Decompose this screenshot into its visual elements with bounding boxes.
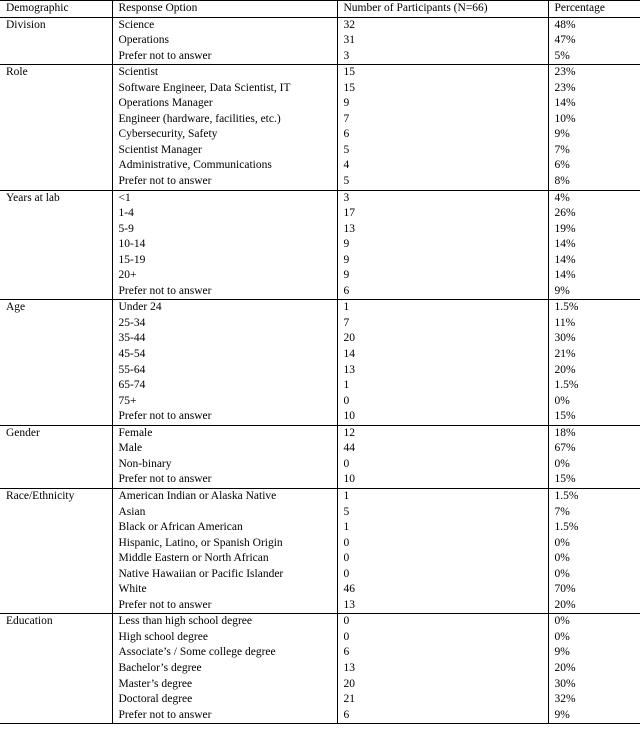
participant-count-cell: 6 (337, 708, 548, 724)
demographic-category-spacer (0, 677, 112, 693)
percentage-cell: 7% (548, 143, 640, 159)
percentage-cell: 20% (548, 363, 640, 379)
table-header (0, 1, 640, 18)
table-row (0, 614, 640, 630)
demographic-category-label: Gender (0, 425, 112, 441)
participant-count-cell: 1 (337, 378, 548, 394)
participant-count-cell: 7 (337, 316, 548, 332)
table-row (0, 457, 640, 473)
demographic-category-label: Division (0, 17, 112, 33)
demographic-category-spacer (0, 363, 112, 379)
participant-count-cell: 44 (337, 441, 548, 457)
percentage-cell: 15% (548, 472, 640, 488)
demographic-category-spacer (0, 598, 112, 614)
table-row (0, 441, 640, 457)
percentage-cell: 20% (548, 598, 640, 614)
response-option-cell: Black or African American (112, 520, 337, 536)
participant-count-cell: 9 (337, 253, 548, 269)
participant-count-cell: 13 (337, 598, 548, 614)
demographic-category-spacer (0, 49, 112, 65)
percentage-cell: 70% (548, 582, 640, 598)
table-row (0, 708, 640, 724)
response-option-cell: Prefer not to answer (112, 284, 337, 300)
participant-count-cell: 5 (337, 174, 548, 190)
participant-count-cell: 1 (337, 520, 548, 536)
table-row (0, 677, 640, 693)
percentage-cell: 48% (548, 17, 640, 33)
response-option-cell: Science (112, 17, 337, 33)
response-option-cell: 65-74 (112, 378, 337, 394)
demographic-category-spacer (0, 692, 112, 708)
demographic-category-spacer (0, 112, 112, 128)
demographic-category-spacer (0, 316, 112, 332)
response-option-cell: 75+ (112, 394, 337, 410)
response-option-cell: Prefer not to answer (112, 472, 337, 488)
response-option-cell: High school degree (112, 630, 337, 646)
response-option-cell: Operations (112, 33, 337, 49)
response-option-cell: Prefer not to answer (112, 49, 337, 65)
table-row (0, 347, 640, 363)
percentage-cell: 14% (548, 268, 640, 284)
percentage-cell: 21% (548, 347, 640, 363)
participant-count-cell: 3 (337, 49, 548, 65)
demographic-category-spacer (0, 394, 112, 410)
table-row (0, 65, 640, 81)
table-row (0, 520, 640, 536)
response-option-cell: Administrative, Communications (112, 158, 337, 174)
response-option-cell: 10-14 (112, 237, 337, 253)
participant-count-cell: 20 (337, 331, 548, 347)
demographic-category-spacer (0, 582, 112, 598)
response-option-cell: Master’s degree (112, 677, 337, 693)
percentage-cell: 14% (548, 96, 640, 112)
demographic-category-spacer (0, 708, 112, 724)
table-row (0, 253, 640, 269)
table-row (0, 300, 640, 316)
table-row (0, 661, 640, 677)
table-row (0, 268, 640, 284)
response-option-cell: Female (112, 425, 337, 441)
participant-count-cell: 0 (337, 630, 548, 646)
response-option-cell: White (112, 582, 337, 598)
percentage-cell: 20% (548, 661, 640, 677)
participant-count-cell: 10 (337, 409, 548, 425)
participant-count-cell: 9 (337, 268, 548, 284)
response-option-cell: Associate’s / Some college degree (112, 645, 337, 661)
demographic-category-spacer (0, 253, 112, 269)
participant-count-cell: 14 (337, 347, 548, 363)
table-row (0, 505, 640, 521)
participant-count-cell: 46 (337, 582, 548, 598)
table-row (0, 17, 640, 33)
response-option-cell: American Indian or Alaska Native (112, 488, 337, 504)
participant-count-cell: 0 (337, 457, 548, 473)
response-option-cell: Less than high school degree (112, 614, 337, 630)
percentage-cell: 9% (548, 127, 640, 143)
table-row (0, 96, 640, 112)
column-header-percentage: Percentage (548, 1, 640, 18)
demographic-category-spacer (0, 645, 112, 661)
response-option-cell: 45-54 (112, 347, 337, 363)
participant-count-cell: 0 (337, 394, 548, 410)
percentage-cell: 0% (548, 536, 640, 552)
demographic-category-spacer (0, 143, 112, 159)
percentage-cell: 30% (548, 331, 640, 347)
demographic-category-spacer (0, 409, 112, 425)
demographic-category-label: Years at lab (0, 190, 112, 206)
response-option-cell: Native Hawaiian or Pacific Islander (112, 567, 337, 583)
percentage-cell: 9% (548, 708, 640, 724)
participant-count-cell: 1 (337, 488, 548, 504)
table-row (0, 331, 640, 347)
table-row (0, 49, 640, 65)
table-row (0, 206, 640, 222)
column-header-response-option: Response Option (112, 1, 337, 18)
response-option-cell: Prefer not to answer (112, 708, 337, 724)
demographic-category-spacer (0, 222, 112, 238)
participant-count-cell: 13 (337, 661, 548, 677)
response-option-cell: <1 (112, 190, 337, 206)
percentage-cell: 19% (548, 222, 640, 238)
percentage-cell: 1.5% (548, 378, 640, 394)
demographic-category-label: Role (0, 65, 112, 81)
participant-count-cell: 4 (337, 158, 548, 174)
response-option-cell: 15-19 (112, 253, 337, 269)
percentage-cell: 1.5% (548, 488, 640, 504)
percentage-cell: 0% (548, 394, 640, 410)
demographic-category-spacer (0, 237, 112, 253)
demographic-category-spacer (0, 158, 112, 174)
table-row (0, 630, 640, 646)
table-row (0, 394, 640, 410)
demographic-category-label: Age (0, 300, 112, 316)
table-row (0, 409, 640, 425)
table-row (0, 33, 640, 49)
participant-count-cell: 10 (337, 472, 548, 488)
participant-count-cell: 0 (337, 567, 548, 583)
percentage-cell: 26% (548, 206, 640, 222)
participant-count-cell: 0 (337, 536, 548, 552)
response-option-cell: Male (112, 441, 337, 457)
demographic-category-spacer (0, 284, 112, 300)
table-row (0, 551, 640, 567)
demographic-category-spacer (0, 96, 112, 112)
demographic-category-spacer (0, 378, 112, 394)
percentage-cell: 8% (548, 174, 640, 190)
percentage-cell: 47% (548, 33, 640, 49)
response-option-cell: Cybersecurity, Safety (112, 127, 337, 143)
percentage-cell: 1.5% (548, 520, 640, 536)
participant-count-cell: 6 (337, 284, 548, 300)
response-option-cell: Operations Manager (112, 96, 337, 112)
participant-count-cell: 5 (337, 505, 548, 521)
participant-count-cell: 0 (337, 551, 548, 567)
percentage-cell: 32% (548, 692, 640, 708)
participant-count-cell: 32 (337, 17, 548, 33)
percentage-cell: 14% (548, 237, 640, 253)
percentage-cell: 7% (548, 505, 640, 521)
table-header-row (0, 1, 640, 18)
percentage-cell: 0% (548, 614, 640, 630)
percentage-cell: 0% (548, 551, 640, 567)
demographic-category-spacer (0, 441, 112, 457)
table-row (0, 127, 640, 143)
percentage-cell: 0% (548, 567, 640, 583)
demographic-category-spacer (0, 174, 112, 190)
table-row (0, 112, 640, 128)
response-option-cell: Prefer not to answer (112, 174, 337, 190)
percentage-cell: 10% (548, 112, 640, 128)
participant-count-cell: 13 (337, 222, 548, 238)
participant-count-cell: 31 (337, 33, 548, 49)
participant-count-cell: 0 (337, 614, 548, 630)
table-row (0, 81, 640, 97)
response-option-cell: 1-4 (112, 206, 337, 222)
response-option-cell: Scientist (112, 65, 337, 81)
percentage-cell: 67% (548, 441, 640, 457)
percentage-cell: 14% (548, 253, 640, 269)
response-option-cell: Scientist Manager (112, 143, 337, 159)
participant-count-cell: 21 (337, 692, 548, 708)
percentage-cell: 11% (548, 316, 640, 332)
response-option-cell: Doctoral degree (112, 692, 337, 708)
table-row (0, 222, 640, 238)
demographic-category-label: Education (0, 614, 112, 630)
demographic-category-spacer (0, 567, 112, 583)
participant-count-cell: 9 (337, 96, 548, 112)
participant-count-cell: 13 (337, 363, 548, 379)
percentage-cell: 0% (548, 630, 640, 646)
participant-count-cell: 15 (337, 65, 548, 81)
demographic-category-spacer (0, 331, 112, 347)
table-row (0, 425, 640, 441)
percentage-cell: 23% (548, 81, 640, 97)
table-row (0, 645, 640, 661)
percentage-cell: 23% (548, 65, 640, 81)
participant-count-cell: 20 (337, 677, 548, 693)
response-option-cell: Hispanic, Latino, or Spanish Origin (112, 536, 337, 552)
response-option-cell: Software Engineer, Data Scientist, IT (112, 81, 337, 97)
demographic-category-spacer (0, 127, 112, 143)
column-header-demographic: Demographic (0, 1, 112, 18)
table-row (0, 488, 640, 504)
percentage-cell: 1.5% (548, 300, 640, 316)
participant-count-cell: 17 (337, 206, 548, 222)
table-row (0, 472, 640, 488)
table-row (0, 237, 640, 253)
demographic-category-spacer (0, 81, 112, 97)
table-row (0, 567, 640, 583)
response-option-cell: 55-64 (112, 363, 337, 379)
table-row (0, 284, 640, 300)
demographic-category-spacer (0, 347, 112, 363)
table-row (0, 692, 640, 708)
table-row (0, 143, 640, 159)
response-option-cell: Middle Eastern or North African (112, 551, 337, 567)
percentage-cell: 5% (548, 49, 640, 65)
response-option-cell: Non-binary (112, 457, 337, 473)
percentage-cell: 6% (548, 158, 640, 174)
demographic-category-spacer (0, 33, 112, 49)
response-option-cell: Prefer not to answer (112, 598, 337, 614)
column-header-number-of-participants: Number of Participants (N=66) (337, 1, 548, 18)
percentage-cell: 30% (548, 677, 640, 693)
response-option-cell: 35-44 (112, 331, 337, 347)
participant-count-cell: 6 (337, 645, 548, 661)
demographic-category-spacer (0, 472, 112, 488)
demographic-category-spacer (0, 520, 112, 536)
table-row (0, 363, 640, 379)
demographic-category-spacer (0, 536, 112, 552)
response-option-cell: Prefer not to answer (112, 409, 337, 425)
percentage-cell: 4% (548, 190, 640, 206)
table-body (0, 17, 640, 724)
percentage-cell: 15% (548, 409, 640, 425)
participant-count-cell: 15 (337, 81, 548, 97)
table-row (0, 190, 640, 206)
table-row (0, 598, 640, 614)
demographic-category-spacer (0, 457, 112, 473)
participant-count-cell: 5 (337, 143, 548, 159)
response-option-cell: Under 24 (112, 300, 337, 316)
response-option-cell: 25-34 (112, 316, 337, 332)
participant-count-cell: 12 (337, 425, 548, 441)
percentage-cell: 9% (548, 284, 640, 300)
participant-count-cell: 3 (337, 190, 548, 206)
table-row (0, 174, 640, 190)
demographic-category-spacer (0, 630, 112, 646)
response-option-cell: 20+ (112, 268, 337, 284)
table-row (0, 536, 640, 552)
demographic-category-spacer (0, 268, 112, 284)
response-option-cell: Bachelor’s degree (112, 661, 337, 677)
response-option-cell: 5-9 (112, 222, 337, 238)
table-row (0, 582, 640, 598)
table-row (0, 158, 640, 174)
demographic-category-spacer (0, 505, 112, 521)
response-option-cell: Engineer (hardware, facilities, etc.) (112, 112, 337, 128)
participant-count-cell: 9 (337, 237, 548, 253)
participant-count-cell: 7 (337, 112, 548, 128)
demographic-category-spacer (0, 551, 112, 567)
demographic-category-label: Race/Ethnicity (0, 488, 112, 504)
demographic-category-spacer (0, 661, 112, 677)
percentage-cell: 18% (548, 425, 640, 441)
participant-count-cell: 1 (337, 300, 548, 316)
table-row (0, 316, 640, 332)
response-option-cell: Asian (112, 505, 337, 521)
percentage-cell: 9% (548, 645, 640, 661)
demographic-category-spacer (0, 206, 112, 222)
table-row (0, 378, 640, 394)
percentage-cell: 0% (548, 457, 640, 473)
participant-count-cell: 6 (337, 127, 548, 143)
